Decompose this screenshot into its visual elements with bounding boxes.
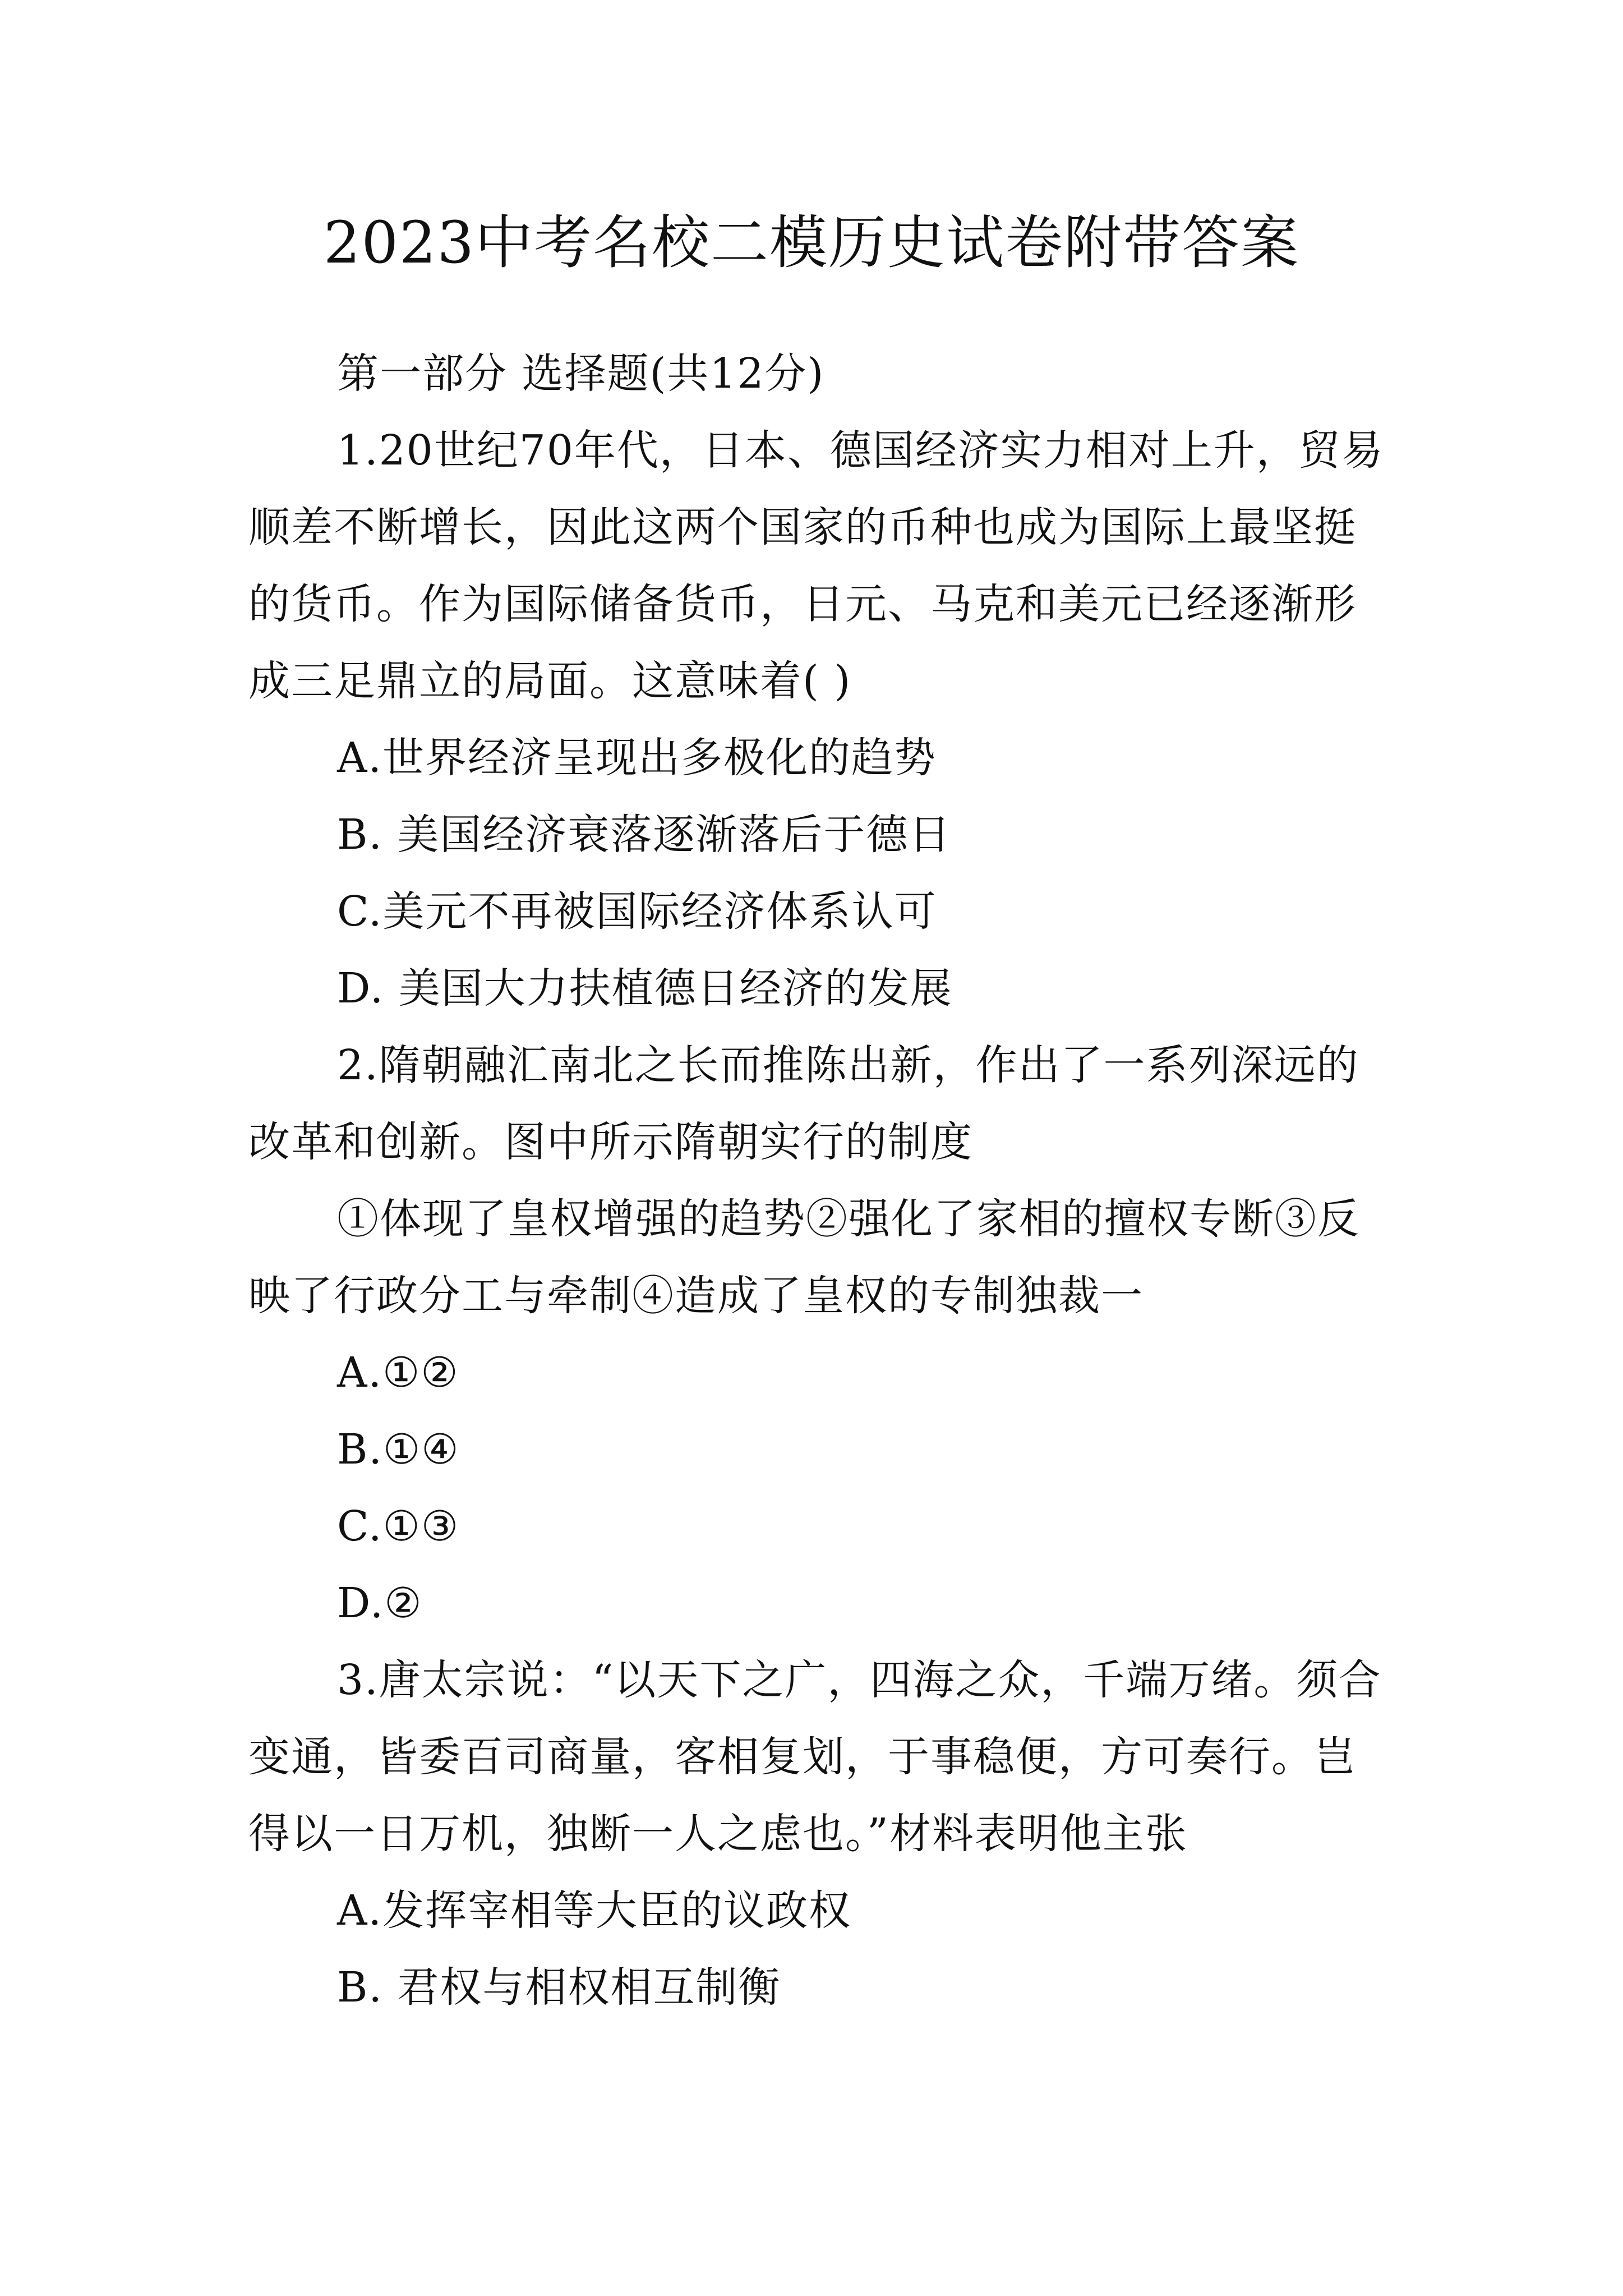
document-title: 2023中考名校二模历史试卷附带答案 bbox=[323, 209, 1300, 277]
document-body bbox=[248, 335, 1393, 2026]
question-statements: ①体现了皇权增强的趋势②强化了家相的擅权专断③反映了行政分工与牵制④造成了皇权的专制独裁一 bbox=[248, 1195, 1360, 1320]
question-2 bbox=[248, 1027, 1393, 1642]
option-a: A.世界经济呈现出多极化的趋势 bbox=[337, 734, 937, 782]
option-a: A.①② bbox=[337, 1349, 459, 1397]
option-c: C.①③ bbox=[337, 1502, 460, 1550]
section-heading: 第一部分 选择题(共12分) bbox=[337, 349, 825, 398]
question-3 bbox=[248, 1642, 1393, 2026]
question-stem: 2.隋朝融汇南北之长而推陈出新，作出了一系列深远的改革和创新。图中所示隋朝实行的制度 bbox=[248, 1041, 1359, 1166]
option-b: B.①④ bbox=[337, 1425, 460, 1474]
option-b: B. 君权与相权相互制衡 bbox=[337, 1963, 781, 2012]
question-1 bbox=[248, 412, 1393, 1027]
question-stem: 1.20世纪70年代，日本、德国经济实力相对上升，贸易顺差不断增长，因此这两个国家的币种也成为国际上最坚挺的货币。作为国际储备货币，日元、马克和美元已经逐渐形成三足鼎立的局面。这意味着( ) bbox=[248, 426, 1384, 705]
option-a: A.发挥宰相等大臣的议政权 bbox=[337, 1887, 851, 1935]
option-d: D. 美国大力扶植德日经济的发展 bbox=[337, 964, 953, 1013]
option-b: B. 美国经济衰落逐渐落后于德日 bbox=[337, 811, 952, 859]
option-c: C.美元不再被国际经济体系认可 bbox=[337, 887, 937, 936]
question-stem: 3.唐太宗说：“以天下之广，四海之众，千端万绪。须合变通，皆委百司商量，客相复划，于事稳便，方可奏行。岂得以一日万机，独断一人之虑也。”材料表明他主张 bbox=[248, 1656, 1382, 1858]
option-d: D.② bbox=[337, 1579, 423, 1627]
